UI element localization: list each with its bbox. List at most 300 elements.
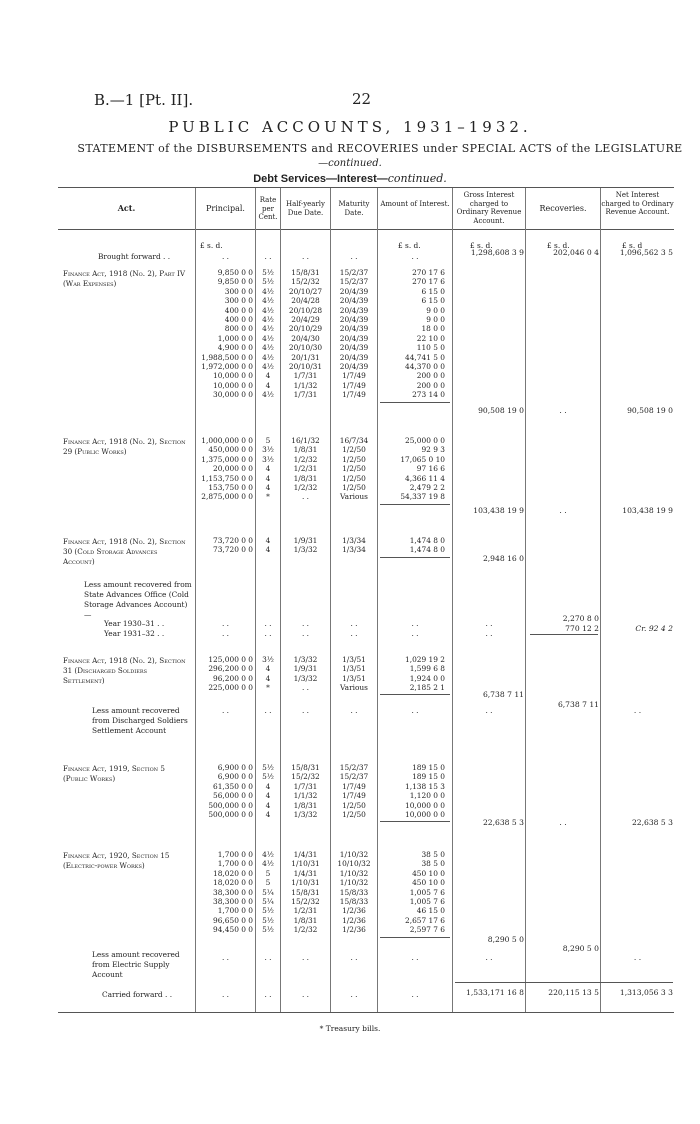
cell-due-date: 1/4/31 xyxy=(293,850,318,859)
cell-maturity: 20/4/39 xyxy=(339,352,369,362)
less-recovered-note: Less amount recovered from Discharged Soldiers Settlement Account xyxy=(92,706,188,735)
cell-maturity: 20/4/39 xyxy=(339,324,369,334)
cell-principal: 9,850 0 0 xyxy=(217,277,253,287)
cell-amount: 1,029 19 2 xyxy=(405,655,445,664)
cell-rate: 3½ xyxy=(262,454,274,464)
cell-amount: 92 9 3 xyxy=(421,445,445,455)
rule xyxy=(380,402,450,403)
cell-principal: 10,000 0 0 xyxy=(213,380,253,390)
cell-due-date: 1/7/31 xyxy=(293,390,318,400)
cell-rate: 4 xyxy=(265,781,271,791)
cell-amount: 46 15 0 xyxy=(416,906,445,916)
cell-maturity: 20/4/39 xyxy=(339,343,369,353)
cell-principal: 96,650 0 0 xyxy=(213,915,253,925)
cell-rate: 4 xyxy=(265,800,271,810)
cell-due-date: 20/4/30 xyxy=(291,333,320,343)
carried-forward-net: 1,313,056 3 3 xyxy=(619,988,673,997)
cell-principal: 296,200 0 0 xyxy=(208,664,253,674)
cell-rate: 4½ xyxy=(262,343,274,353)
cell-principal: 225,000 0 0 xyxy=(208,683,253,693)
cell-principal: 56,000 0 0 xyxy=(213,791,253,801)
cell-rate: 3½ xyxy=(262,445,274,455)
cell-amount: 200 0 0 xyxy=(416,371,445,381)
dots: . . xyxy=(264,953,272,962)
dots: . . xyxy=(264,252,272,261)
carried-forward-gross: 1,533,171 16 8 xyxy=(466,988,524,997)
dots: . . xyxy=(411,953,419,962)
cell-due-date: 1/7/31 xyxy=(293,781,318,791)
cell-principal: 300 0 0 xyxy=(224,286,253,296)
cell-principal: 10,000 0 0 xyxy=(213,371,253,381)
cell-amount: 10,000 0 0 xyxy=(405,810,445,819)
dots: . . xyxy=(301,619,310,628)
cell-amount: 17,065 0 10 xyxy=(400,454,445,464)
cell-principal: 96,200 0 0 xyxy=(213,673,253,683)
cell-amount: 6 15 0 xyxy=(421,286,445,296)
cell-maturity: 15/2/37 xyxy=(339,277,369,287)
col-divider xyxy=(452,188,453,1012)
col-header-recoveries: Recoveries. xyxy=(539,204,587,213)
cell-due-date: 1/3/32 xyxy=(293,655,318,664)
cell-maturity: 1/2/36 xyxy=(342,925,366,935)
brought-forward-recoveries: 202,046 0 4 xyxy=(553,248,599,257)
rule xyxy=(380,504,450,505)
cell-due-date: 1/1/32 xyxy=(293,380,318,390)
cell-rate: 5½ xyxy=(262,763,274,772)
cell-principal: 61,350 0 0 xyxy=(213,781,253,791)
cell-maturity: 1/3/51 xyxy=(342,673,366,683)
cell-amount: 2,597 7 6 xyxy=(409,925,445,935)
cell-amount: 1,474 8 0 xyxy=(409,545,445,555)
dots: . . xyxy=(350,629,358,638)
dots: . . xyxy=(350,706,358,715)
cell-principal: 800 0 0 xyxy=(224,324,253,334)
col-header-gross: Gross Interest charged to Ordinary Revenue Account. xyxy=(456,191,522,225)
cell-amount: 38 5 0 xyxy=(421,850,445,859)
cell-principal: 94,450 0 0 xyxy=(213,925,253,935)
cell-maturity: 1/3/34 xyxy=(342,536,366,545)
section-recoveries: . . xyxy=(559,818,567,827)
cell-due-date: 1/7/31 xyxy=(293,371,318,381)
header-bottom-rule xyxy=(58,229,674,230)
cell-principal: 30,000 0 0 xyxy=(213,390,253,400)
cell-amount: 450 10 0 xyxy=(412,868,445,878)
unit-principal: £ s. d. xyxy=(200,241,223,250)
cell-maturity: 15/2/37 xyxy=(339,763,369,772)
dots: . . xyxy=(264,990,272,999)
section-net: Cr. 92 4 2 xyxy=(635,624,673,633)
section-title: Finance Act, 1918 (No. 2), Section 30 (Cold Storage Advances Account) xyxy=(63,537,186,566)
cell-principal: 153,750 0 0 xyxy=(208,483,253,492)
brought-forward-gross: 1,298,608 3 9 xyxy=(470,248,524,257)
cell-maturity: 15/8/33 xyxy=(339,897,369,906)
cell-principal: 1,000,000 0 0 xyxy=(201,436,253,445)
section-net: 103,438 19 9 xyxy=(622,506,673,515)
cell-principal: 1,700 0 0 xyxy=(217,850,253,859)
report-reference: B.—1 [Pt. II]. xyxy=(94,91,194,109)
dots: . . xyxy=(350,619,358,628)
dots: . . xyxy=(221,990,230,999)
cell-rate: 4 xyxy=(265,673,271,683)
cell-rate: 4½ xyxy=(262,333,274,343)
cell-rate: 4 xyxy=(265,371,271,381)
cell-amount: 270 17 6 xyxy=(412,277,445,287)
cell-maturity: 1/7/49 xyxy=(342,791,366,801)
cell-due-date: 1/8/31 xyxy=(293,915,318,925)
cell-principal: 4,900 0 0 xyxy=(217,343,253,353)
cell-rate: 5¼ xyxy=(262,897,274,906)
footnote: * Treasury bills. xyxy=(319,1024,381,1033)
cell-rate: 5 xyxy=(265,878,271,888)
cell-due-date: 15/8/31 xyxy=(291,887,320,897)
col-header-net: Net Interest charged to Ordinary Revenue Account. xyxy=(601,191,674,216)
dots: . . xyxy=(411,252,419,261)
cell-amount: 189 15 0 xyxy=(412,772,445,782)
cell-due-date: 20/10/30 xyxy=(288,343,323,353)
cell-rate: 3½ xyxy=(262,655,274,664)
section-net: . . xyxy=(633,706,642,715)
cell-principal: 1,000 0 0 xyxy=(217,333,253,343)
cell-maturity: 1/7/49 xyxy=(342,781,366,791)
cell-rate: 4½ xyxy=(262,286,274,296)
cell-maturity: 1/2/50 xyxy=(342,810,366,819)
cell-rate: 4½ xyxy=(262,305,274,315)
cell-due-date: 15/8/31 xyxy=(291,763,320,772)
col-header-due-date: Half-yearly Due Date. xyxy=(285,200,326,217)
cell-maturity: 1/3/51 xyxy=(342,655,366,664)
cell-rate: 4½ xyxy=(262,352,274,362)
cell-maturity: 1/2/50 xyxy=(342,454,366,464)
cell-maturity: 1/2/50 xyxy=(342,483,366,492)
cell-rate: 4 xyxy=(265,380,271,390)
dots: . . xyxy=(264,619,272,628)
cell-rate: 4½ xyxy=(262,859,274,869)
dots: . . xyxy=(221,252,230,261)
cell-maturity: 1/7/49 xyxy=(342,390,366,400)
cell-amount: 110 5 0 xyxy=(416,343,445,353)
dots: . . xyxy=(350,953,358,962)
cell-due-date: 1/2/32 xyxy=(293,454,318,464)
less-recovered-note: Less amount recovered from State Advances Office (Cold Storage Advances Account)— xyxy=(84,580,192,619)
cell-amount: 273 14 0 xyxy=(412,390,445,400)
cell-amount: 10,000 0 0 xyxy=(405,800,445,810)
dots: . . xyxy=(301,252,310,261)
section-gross: 8,290 5 0 xyxy=(487,935,524,944)
cell-principal: 20,000 0 0 xyxy=(213,464,253,474)
cell-amount: 9 0 0 xyxy=(426,305,445,315)
cell-amount: 97 16 6 xyxy=(416,464,445,474)
cell-due-date: . . xyxy=(301,683,310,693)
cell-amount: 1,005 7 6 xyxy=(409,887,445,897)
cell-amount: 1,599 6 8 xyxy=(409,664,445,674)
cell-principal: 450,000 0 0 xyxy=(208,445,253,455)
cell-due-date: 1/8/31 xyxy=(293,473,318,483)
cell-due-date: 20/1/31 xyxy=(291,352,320,362)
cell-rate: 5¼ xyxy=(262,887,274,897)
dots: . . xyxy=(221,629,230,638)
cell-amount: 44,741 5 0 xyxy=(405,352,445,362)
cell-rate: 4 xyxy=(265,791,271,801)
cell-due-date: 1/9/31 xyxy=(293,536,318,545)
section-net: 22,638 5 3 xyxy=(631,818,673,827)
cell-rate: 5½ xyxy=(262,915,274,925)
cell-principal: 500,000 0 0 xyxy=(208,800,253,810)
cell-due-date: 1/8/31 xyxy=(293,445,318,455)
cell-amount: 1,005 7 6 xyxy=(409,897,445,906)
cell-rate: 4 xyxy=(265,664,271,674)
cell-due-date: 15/2/32 xyxy=(291,772,320,782)
less-recovered-note: Less amount recovered from Electric Supply Account xyxy=(92,950,180,979)
cell-rate: 5½ xyxy=(262,906,274,916)
cell-maturity: 1/2/36 xyxy=(342,906,366,916)
table-subtitle: Debt Services—Interest—continued. xyxy=(253,172,447,185)
col-divider xyxy=(600,188,601,1012)
cell-rate: 4½ xyxy=(262,324,274,334)
cell-due-date: 1/2/31 xyxy=(293,464,318,474)
unit-gross: £ s. d. xyxy=(470,241,493,250)
section-gross: 6,738 7 11 xyxy=(482,690,524,699)
cell-amount: 6 15 0 xyxy=(421,296,445,306)
cell-maturity: 1/10/32 xyxy=(339,850,369,859)
cell-rate: 4 xyxy=(265,810,271,819)
cell-maturity: Various xyxy=(340,492,368,502)
subtitle-continued: continued. xyxy=(387,172,447,185)
cell-maturity: 20/4/39 xyxy=(339,305,369,315)
cell-rate: 4½ xyxy=(262,315,274,324)
cell-due-date: 1/3/32 xyxy=(293,810,318,819)
cell-maturity: 20/4/39 xyxy=(339,333,369,343)
cell-due-date: 20/10/31 xyxy=(288,362,323,371)
dots: . . xyxy=(485,953,493,962)
year-1931-32-label: Year 1931–32 . . xyxy=(104,629,165,638)
cell-principal: 18,020 0 0 xyxy=(213,868,253,878)
dots: . . xyxy=(411,619,419,628)
dots: . . xyxy=(301,629,310,638)
section-gross: 103,438 19 9 xyxy=(473,506,524,515)
cell-due-date: . . xyxy=(301,492,310,502)
dots: . . xyxy=(301,990,310,999)
cell-rate: 5 xyxy=(265,436,271,445)
cell-maturity: 1/7/49 xyxy=(342,371,366,381)
cell-principal: 500,000 0 0 xyxy=(208,810,253,819)
section-net: 90,508 19 0 xyxy=(627,406,673,415)
section-gross: 90,508 19 0 xyxy=(478,406,524,415)
cell-due-date: 1/1/32 xyxy=(293,791,318,801)
cell-due-date: 15/2/32 xyxy=(291,277,320,287)
table-bottom-rule xyxy=(58,1012,674,1013)
section-recoveries: 6,738 7 11 xyxy=(557,700,599,709)
cell-maturity: 1/3/51 xyxy=(342,664,366,674)
dots: . . xyxy=(221,953,230,962)
cell-principal: 38,300 0 0 xyxy=(213,887,253,897)
dots: . . xyxy=(485,619,493,628)
dots: . . xyxy=(350,990,358,999)
cell-due-date: 20/10/28 xyxy=(288,305,323,315)
cell-rate: 5½ xyxy=(262,277,274,287)
cell-rate: 4½ xyxy=(262,390,274,400)
statement-heading: STATEMENT of the DISBURSEMENTS and RECOVERIES under SPECIAL ACTS of the LEGISLATURE xyxy=(77,142,683,155)
dots: . . xyxy=(350,252,358,261)
cell-principal: 1,700 0 0 xyxy=(217,906,253,916)
cell-principal: 1,153,750 0 0 xyxy=(201,473,253,483)
cell-rate: 4 xyxy=(265,464,271,474)
cell-maturity: 1/3/34 xyxy=(342,545,366,555)
section-title: Finance Act, 1919, Section 5 (Public Works) xyxy=(63,764,165,783)
section-title: Finance Act, 1918 (No. 2), Part IV (War Expenses) xyxy=(63,269,186,288)
unit-recoveries: £ s. d. xyxy=(547,241,570,250)
cell-maturity: 1/10/32 xyxy=(339,868,369,878)
cell-maturity: 1/2/50 xyxy=(342,445,366,455)
cell-amount: 270 17 6 xyxy=(412,268,445,277)
cell-rate: 5½ xyxy=(262,772,274,782)
cell-due-date: 15/2/32 xyxy=(291,897,320,906)
dots: . . xyxy=(411,990,419,999)
cell-principal: 73,720 0 0 xyxy=(213,536,253,545)
cell-principal: 73,720 0 0 xyxy=(213,545,253,555)
cell-principal: 6,900 0 0 xyxy=(217,763,253,772)
cell-maturity: 15/2/37 xyxy=(339,772,369,782)
section-gross: 2,948 16 0 xyxy=(482,554,524,563)
cell-maturity: 1/2/50 xyxy=(342,473,366,483)
dots: . . xyxy=(264,706,272,715)
cell-maturity: 16/7/34 xyxy=(339,436,369,445)
unit-amount: £ s. d. xyxy=(398,241,421,250)
cell-rate: 4 xyxy=(265,545,271,555)
section-title: Finance Act, 1920, Section 15 (Electric-power Works) xyxy=(63,851,170,870)
rule xyxy=(380,937,450,938)
cell-due-date: 1/3/32 xyxy=(293,673,318,683)
cell-amount: 189 15 0 xyxy=(412,763,445,772)
cell-amount: 2,479 2 2 xyxy=(409,483,445,492)
rule xyxy=(380,557,450,558)
cell-rate: 4 xyxy=(265,483,271,492)
carried-forward-recoveries: 220,115 13 5 xyxy=(548,988,599,997)
cell-maturity: 20/4/39 xyxy=(339,362,369,371)
cell-maturity: 1/2/50 xyxy=(342,464,366,474)
col-header-principal: Principal. xyxy=(206,204,245,213)
section-gross: 22,638 5 3 xyxy=(482,818,524,827)
cell-amount: 2,657 17 6 xyxy=(405,915,445,925)
cell-maturity: 20/4/39 xyxy=(339,286,369,296)
cell-amount: 450 10 0 xyxy=(412,878,445,888)
cell-amount: 1,924 0 0 xyxy=(409,673,445,683)
cell-due-date: 20/10/29 xyxy=(288,324,323,334)
cell-principal: 38,300 0 0 xyxy=(213,897,253,906)
brought-forward-label: Brought forward . . xyxy=(98,252,171,261)
carried-forward-label: Carried forward . . xyxy=(102,990,173,999)
col-header-act: Act. xyxy=(117,203,136,213)
cell-maturity: Various xyxy=(340,683,368,693)
cell-amount: 2,185 2 1 xyxy=(409,683,445,693)
cell-amount: 1,474 8 0 xyxy=(409,536,445,545)
cell-amount: 25,000 0 0 xyxy=(405,436,445,445)
page-title: PUBLIC ACCOUNTS, 1931–1932. xyxy=(168,118,532,136)
dots: . . xyxy=(485,706,493,715)
cell-principal: 400 0 0 xyxy=(224,315,253,324)
cell-amount: 4,366 11 4 xyxy=(405,473,445,483)
dots: . . xyxy=(301,706,310,715)
col-header-amount: Amount of Interest. xyxy=(380,200,450,208)
cell-principal: 2,875,000 0 0 xyxy=(201,492,253,502)
statement-continued: —continued. xyxy=(318,158,382,169)
cell-principal: 18,020 0 0 xyxy=(213,878,253,888)
cell-maturity: 15/2/37 xyxy=(339,268,369,277)
cell-amount: 54,337 19 8 xyxy=(400,492,445,502)
section-recoveries: . . xyxy=(559,406,567,415)
cell-rate: * xyxy=(266,683,270,693)
cell-principal: 1,700 0 0 xyxy=(217,859,253,869)
cell-amount: 38 5 0 xyxy=(421,859,445,869)
cell-maturity: 10/10/32 xyxy=(337,859,371,869)
section-recoveries: . . xyxy=(559,506,567,515)
cell-due-date: 1/4/31 xyxy=(293,868,318,878)
cell-principal: 300 0 0 xyxy=(224,296,253,306)
dots: . . xyxy=(221,706,230,715)
cell-principal: 125,000 0 0 xyxy=(208,655,253,664)
col-header-rate: Rate per Cent. xyxy=(258,196,278,221)
dots: . . xyxy=(301,953,310,962)
recovery-1931-32: 770 12 2 xyxy=(565,624,599,633)
cell-principal: 1,375,000 0 0 xyxy=(201,454,253,464)
cell-due-date: 20/10/27 xyxy=(288,286,323,296)
cell-rate: 4½ xyxy=(262,296,274,306)
cell-rate: 4 xyxy=(265,473,271,483)
total-rule xyxy=(455,982,673,983)
rule xyxy=(380,821,450,822)
cell-amount: 22 10 0 xyxy=(416,333,445,343)
dots: . . xyxy=(411,706,419,715)
cell-rate: 4½ xyxy=(262,850,274,859)
year-1930-31-label: Year 1930–31 . . xyxy=(104,619,165,628)
cell-amount: 200 0 0 xyxy=(416,380,445,390)
cell-due-date: 1/10/31 xyxy=(291,859,320,869)
section-recoveries: 8,290 5 0 xyxy=(562,944,599,953)
cell-due-date: 20/4/29 xyxy=(291,315,320,324)
cell-due-date: 20/4/28 xyxy=(291,296,320,306)
cell-maturity: 20/4/39 xyxy=(339,296,369,306)
cell-principal: 400 0 0 xyxy=(224,305,253,315)
cell-amount: 9 0 0 xyxy=(426,315,445,324)
dots: . . xyxy=(485,629,493,638)
cell-rate: 4 xyxy=(265,536,271,545)
col-header-maturity: Maturity Date. xyxy=(338,200,370,217)
cell-due-date: 1/9/31 xyxy=(293,664,318,674)
cell-principal: 1,988,500 0 0 xyxy=(201,352,253,362)
cell-due-date: 15/8/31 xyxy=(291,268,320,277)
cell-due-date: 1/10/31 xyxy=(291,878,320,888)
cell-amount: 1,120 0 0 xyxy=(409,791,445,801)
cell-due-date: 16/1/32 xyxy=(291,436,320,445)
dots: . . xyxy=(264,629,272,638)
cell-amount: 1,138 15 3 xyxy=(405,781,445,791)
cell-due-date: 1/2/32 xyxy=(293,925,318,935)
cell-principal: 9,850 0 0 xyxy=(217,268,253,277)
dots: . . xyxy=(411,629,419,638)
section-net: . . xyxy=(633,953,642,962)
col-divider xyxy=(525,188,526,1012)
cell-rate: 5 xyxy=(265,868,271,878)
dots: . . xyxy=(221,619,230,628)
cell-maturity: 15/8/33 xyxy=(339,887,369,897)
rule xyxy=(530,634,598,635)
cell-maturity: 20/4/39 xyxy=(339,315,369,324)
unit-net: £ s. d xyxy=(622,241,643,250)
cell-principal: 1,972,000 0 0 xyxy=(201,362,253,371)
cell-maturity: 1/7/49 xyxy=(342,380,366,390)
cell-rate: * xyxy=(266,492,270,502)
section-title: Finance Act, 1918 (No. 2), Section 29 (Public Works) xyxy=(63,437,186,456)
page-number: 22 xyxy=(352,90,372,108)
